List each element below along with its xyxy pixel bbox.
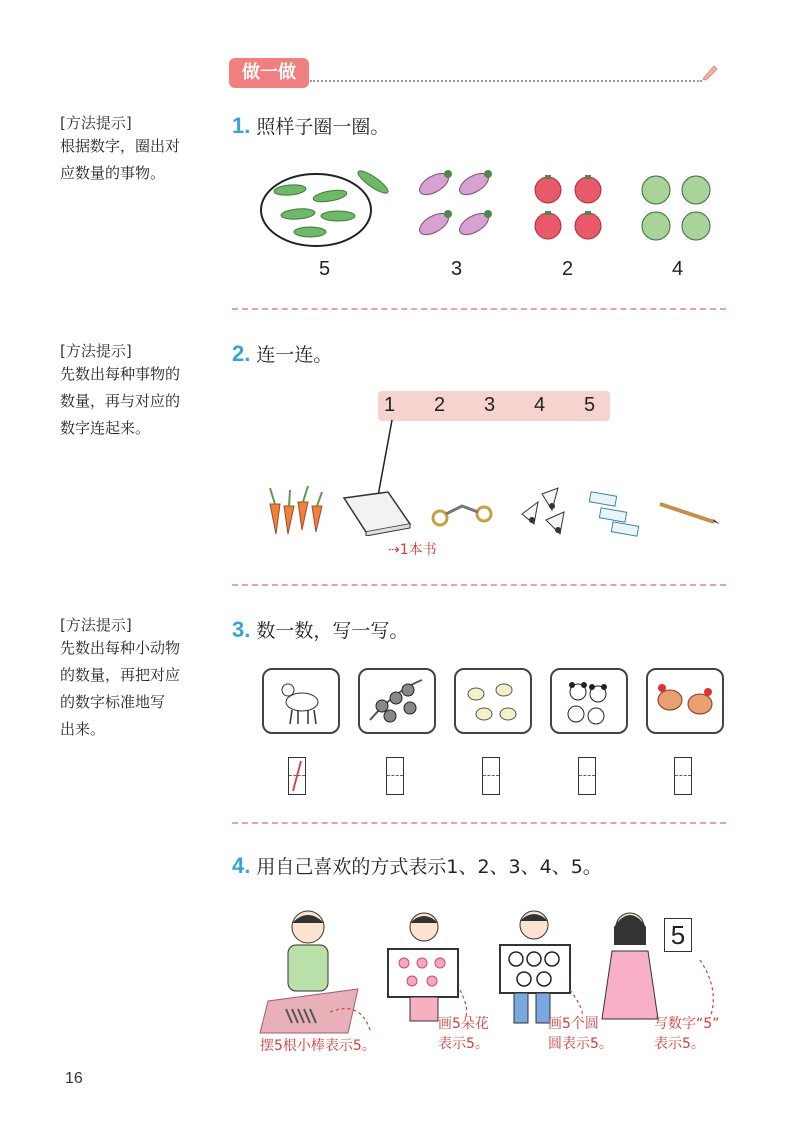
q1-peppers [638,172,718,244]
q2-num-3: 3 [484,394,496,416]
tip-3-line-1: 先数出每种小动物 [60,639,181,657]
q4-text: 用自己喜欢的方式表示1、2、3、4、5。 [256,856,602,878]
pandas-icon [552,670,626,732]
tip-1-line-1: 根据数字，圈出对 [60,137,181,155]
birds-on-branch-icon [360,670,434,732]
q1-text: 照样子圈一圈。 [256,116,390,138]
q2-hint [388,540,437,560]
q4-caption-4-line-2: 表示5。 [654,1036,705,1052]
tip-3-title: [方法提示] [60,616,132,634]
q2-connect-line [370,418,410,498]
q2-num-1: 1 [384,394,396,416]
animal-box-goat [262,668,340,734]
q1-tomatoes [530,174,610,244]
q2-number: 2. [232,341,251,366]
q4-caption-2-line-1: 画5朵花 [438,1016,489,1032]
written-one-stroke [289,758,305,794]
shuttlecocks-icon [512,484,572,542]
write-box-1[interactable] [288,757,306,795]
book-icon [342,490,412,536]
q2-num-5: 5 [584,394,596,416]
scissors-icon [428,496,496,532]
q3-text: 数一数，写一写。 [256,620,409,642]
page-number: 16 [65,1070,83,1087]
q1-count-1: 5 [319,258,331,280]
tip-2-line-3: 数字连起来。 [60,419,151,437]
tip-3-line-4: 出来。 [60,720,106,738]
tip-3-line-3: 的数字标准地写 [60,693,166,711]
animal-box-ducks [454,668,532,734]
carrots-icon [258,484,328,538]
q1-title [232,112,389,139]
divider-3 [232,822,726,824]
number-card: 5 [664,918,692,952]
q4-caption-4-line-1: 写数字“5” [654,1016,720,1032]
q4-caption-1-line-1: 摆5根小棒表示5。 [260,1038,376,1054]
q1-count-2: 3 [451,258,463,280]
write-box-4[interactable] [578,757,596,795]
ducks-icon [456,670,530,732]
goat-icon [264,670,338,732]
tip-2-line-1: 先数出每种事物的 [60,365,181,383]
tip-3 [60,614,210,743]
q1-cucumbers-circled [258,160,398,250]
q3-title [232,616,408,643]
write-box-2[interactable] [386,757,404,795]
q2-number-bar [378,391,610,421]
tip-1-line-2: 应数量的事物。 [60,164,166,182]
animal-box-roosters [646,668,724,734]
tip-1 [60,112,210,187]
q1-count-4: 4 [672,258,684,280]
divider-2 [232,584,726,586]
tip-3-line-2: 的数量，再把对应 [60,666,181,684]
erasers-icon [586,490,642,538]
divider-1 [232,308,726,310]
animal-box-pandas [550,668,628,734]
q2-text: 连一连。 [256,344,333,366]
q4-dashed-arrows [300,960,730,1040]
write-box-5[interactable] [674,757,692,795]
q3-number: 3. [232,617,251,642]
tip-2-line-2: 数量，再与对应的 [60,392,181,410]
header-dotted-line [310,80,702,82]
q2-num-4: 4 [534,394,546,416]
pencil-item-icon [656,498,722,528]
q2-title [232,340,332,367]
q4-caption-3-line-2: 圆表示5。 [548,1036,613,1052]
roosters-icon [648,670,722,732]
pencil-icon [700,62,720,82]
q1-number: 1. [232,113,251,138]
tip-2 [60,340,210,442]
q1-eggplants [412,164,502,244]
animal-box-birds [358,668,436,734]
q2-hint-text: 1本书 [399,542,437,558]
dashed-arrow-icon: ⇢ [388,542,400,558]
q4-title [232,852,602,879]
q2-num-2: 2 [434,394,446,416]
q4-caption-2-line-2: 表示5。 [438,1036,489,1052]
write-box-3[interactable] [482,757,500,795]
tip-1-title: [方法提示] [60,114,132,132]
q4-caption-3-line-1: 画5个圆 [548,1016,599,1032]
tip-2-title: [方法提示] [60,342,132,360]
q1-count-3: 2 [562,258,574,280]
q4-number: 4. [232,853,251,878]
header-badge: 做一做 [229,58,309,88]
